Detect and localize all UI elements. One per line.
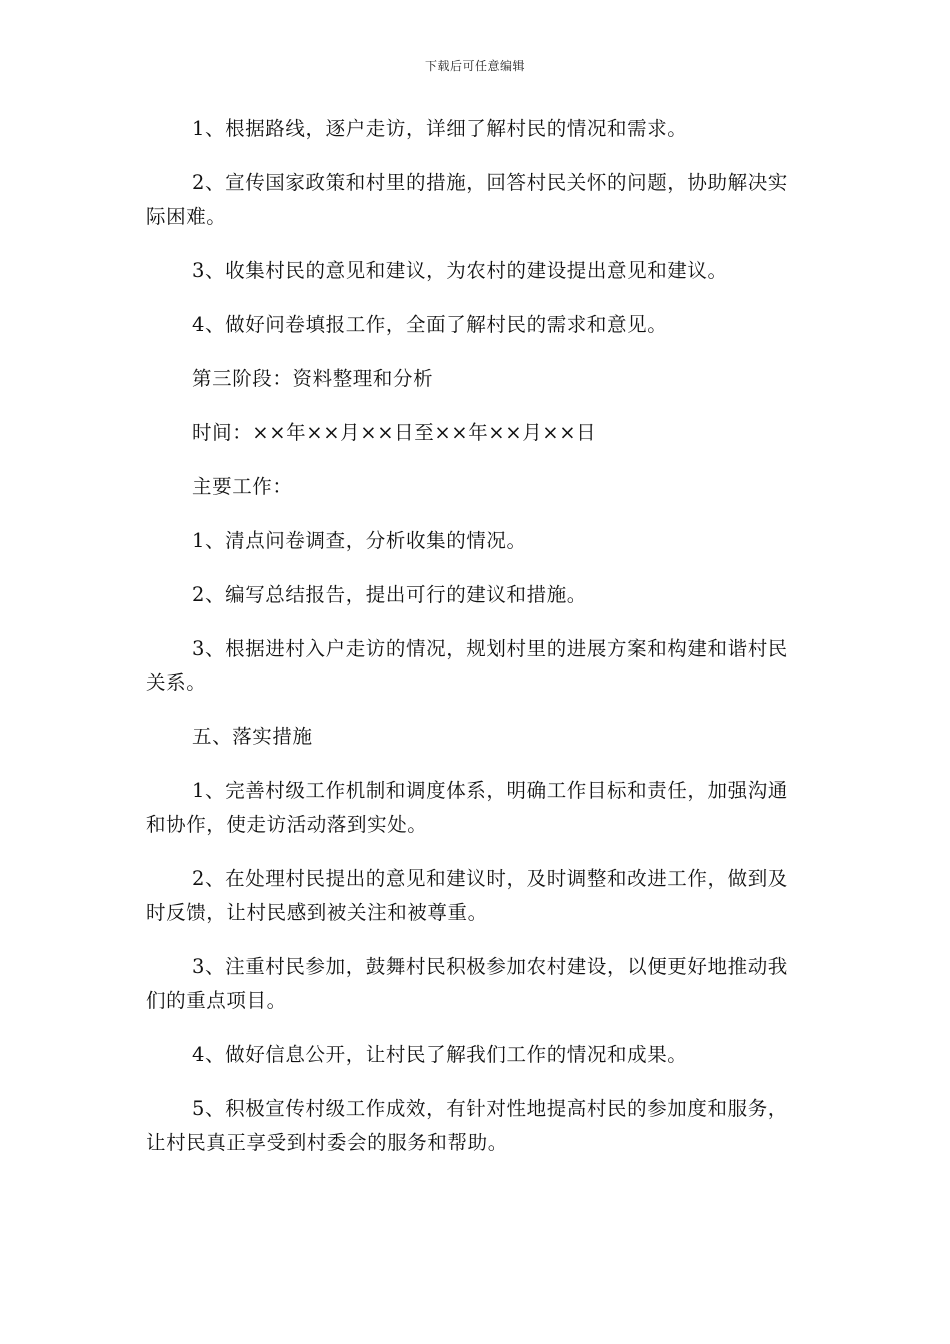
subheading: 主要工作：: [192, 475, 293, 498]
page-header: 下载后可任意编辑: [424, 59, 525, 73]
paragraph: 2、宣传国家政策和村里的措施，回答村民关怀的问题，协助解决实际困难。: [146, 171, 788, 228]
paragraph: 4、做好信息公开，让村民了解我们工作的情况和成果。: [192, 1043, 688, 1066]
paragraph: 3、收集村民的意见和建议，为农村的建设提出意见和建议。: [192, 259, 728, 282]
paragraph: 2、在处理村民提出的意见和建议时，及时调整和改进工作，做到及时反馈，让村民感到被关注和被尊重。: [146, 867, 788, 924]
time-line: 时间：××年××月××日至××年××月××日: [192, 421, 597, 444]
paragraph: 5、积极宣传村级工作成效，有针对性地提高村民的参加度和服务，让村民真正享受到村委会的服务和帮助。: [146, 1097, 788, 1154]
paragraph: 3、根据进村入户走访的情况，规划村里的进展方案和构建和谐村民关系。: [146, 637, 788, 694]
paragraph: 4、做好问卷填报工作，全面了解村民的需求和意见。: [192, 313, 668, 336]
paragraph: 1、清点问卷调查，分析收集的情况。: [192, 529, 527, 552]
section-heading: 五、落实措施: [192, 725, 313, 748]
document-body: [146, 112, 806, 1180]
section-heading: 第三阶段：资料整理和分析: [192, 367, 434, 390]
paragraph: 3、注重村民参加，鼓舞村民积极参加农村建设，以便更好地推动我们的重点项目。: [146, 955, 788, 1012]
paragraph: 1、根据路线，逐户走访，详细了解村民的情况和需求。: [192, 117, 688, 140]
paragraph: 2、编写总结报告，提出可行的建议和措施。: [192, 583, 587, 606]
paragraph: 1、完善村级工作机制和调度体系，明确工作目标和责任，加强沟通和协作，使走访活动落到实处。: [146, 779, 788, 836]
